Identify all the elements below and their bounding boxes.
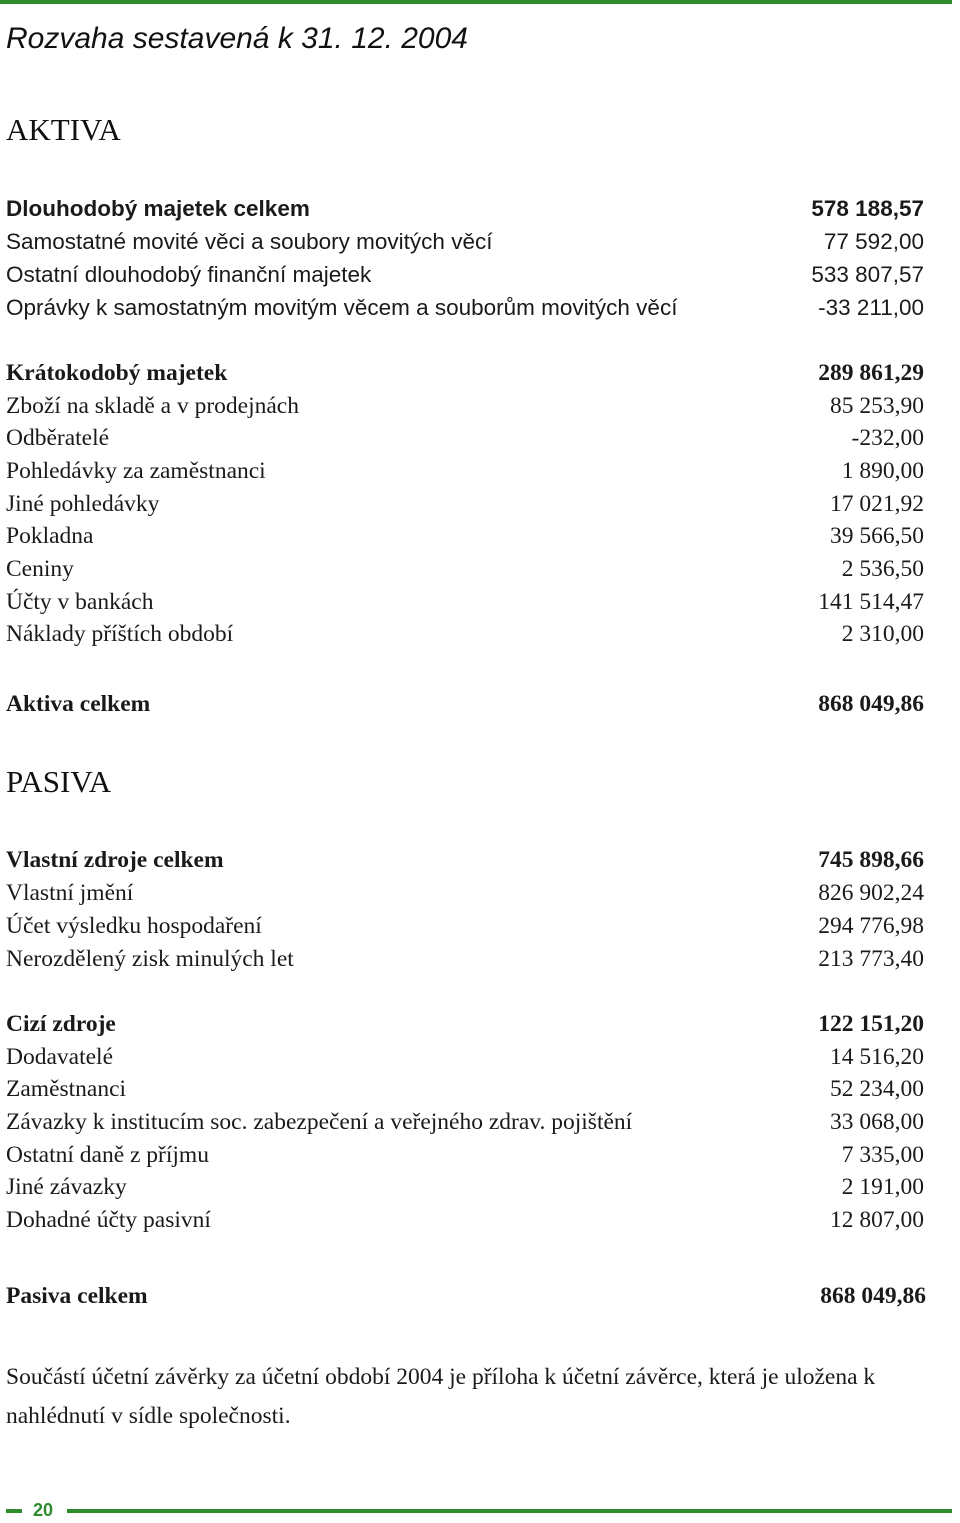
row-value: -232,00 [851, 425, 924, 451]
row-label: Závazky k institucím soc. zabezpečení a veřejného zdrav. pojištění [6, 1109, 633, 1135]
top-divider [0, 0, 952, 4]
table-row [6, 1109, 924, 1141]
row-value: 52 234,00 [830, 1076, 924, 1102]
row-value: 14 516,20 [830, 1044, 924, 1070]
row-label: Pasiva celkem [6, 1283, 148, 1309]
table-row [6, 1174, 924, 1206]
table-row [6, 393, 924, 425]
row-label: Ostatní dlouhodobý finanční majetek [6, 262, 372, 287]
row-value: 294 776,98 [818, 913, 924, 939]
row-label: Samostatné movité věci a soubory movitých věcí [6, 229, 493, 254]
table-row [6, 295, 924, 327]
row-label: Nerozdělený zisk minulých let [6, 946, 294, 972]
row-label: Cizí zdroje [6, 1011, 116, 1037]
row-value: 2 536,50 [841, 556, 924, 582]
row-value: 7 335,00 [841, 1142, 924, 1168]
table-row [6, 1044, 924, 1076]
row-label: Vlastní zdroje celkem [6, 847, 224, 873]
row-value: 39 566,50 [830, 523, 924, 549]
footer-divider-right [67, 1509, 952, 1513]
table-row [6, 523, 924, 555]
table-row [6, 1142, 924, 1174]
aktiva-heading: AKTIVA [6, 112, 121, 147]
row-value: 1 890,00 [841, 458, 924, 484]
row-label: Jiné závazky [6, 1174, 127, 1200]
row-value: 141 514,47 [818, 589, 924, 615]
row-value: 213 773,40 [818, 946, 924, 972]
long-term-assets-total-row [6, 196, 924, 228]
page-title: Rozvaha sestavená k 31. 12. 2004 [6, 22, 468, 55]
page-number: 20 [33, 1500, 54, 1520]
equity-total-row [6, 847, 924, 879]
row-label: Jiné pohledávky [6, 491, 160, 517]
liabilities-grand-total-row [6, 1283, 926, 1315]
row-label: Vlastní jmění [6, 880, 134, 906]
row-value: 578 188,57 [811, 196, 924, 221]
row-value: 745 898,66 [818, 847, 924, 873]
footer-divider-left [6, 1509, 22, 1513]
row-value: 77 592,00 [823, 229, 924, 254]
row-label: Oprávky k samostatným movitým věcem a souborům movitých věcí [6, 295, 678, 320]
row-value: 2 191,00 [841, 1174, 924, 1200]
table-row [6, 229, 924, 261]
footnote-text: Součástí účetní závěrky za účetní období 2004 je příloha k účetní závěrce, která je uložena k nahlédnutí v sídle společnosti. [6, 1364, 876, 1429]
row-label: Pohledávky za zaměstnanci [6, 458, 266, 484]
row-value: 289 861,29 [818, 360, 924, 386]
row-value: -33 211,00 [818, 295, 924, 320]
row-value: 17 021,92 [830, 491, 924, 517]
pasiva-heading: PASIVA [6, 764, 112, 799]
row-label: Dohadné účty pasivní [6, 1207, 211, 1233]
row-value: 12 807,00 [830, 1207, 924, 1233]
table-row [6, 262, 924, 294]
row-value: 2 310,00 [841, 621, 924, 647]
row-label: Aktiva celkem [6, 691, 151, 717]
row-label: Ostatní daně z příjmu [6, 1142, 209, 1168]
table-row [6, 880, 924, 912]
row-label: Účet výsledku hospodaření [6, 913, 262, 939]
row-label: Dodavatelé [6, 1044, 114, 1070]
row-value: 85 253,90 [830, 393, 924, 419]
row-label: Pokladna [6, 523, 94, 549]
table-row [6, 589, 924, 621]
row-value: 533 807,57 [811, 262, 924, 287]
row-label: Náklady příštích období [6, 621, 234, 647]
liabilities-total-row [6, 1011, 924, 1043]
table-row [6, 556, 924, 588]
row-label: Dlouhodobý majetek celkem [6, 196, 310, 221]
short-term-assets-total-row [6, 360, 924, 392]
table-row [6, 1076, 924, 1108]
row-label: Zboží na skladě a v prodejnách [6, 393, 299, 419]
row-value: 122 151,20 [818, 1011, 924, 1037]
row-label: Účty v bankách [6, 589, 154, 615]
table-row [6, 621, 924, 653]
row-label: Ceniny [6, 556, 74, 582]
table-row [6, 425, 924, 457]
row-label: Zaměstnanci [6, 1076, 127, 1102]
table-row [6, 458, 924, 490]
assets-grand-total-row [6, 691, 924, 723]
row-label: Krátokodobý majetek [6, 360, 228, 386]
table-row [6, 913, 924, 945]
table-row [6, 491, 924, 523]
row-value: 33 068,00 [830, 1109, 924, 1135]
row-label: Odběratelé [6, 425, 110, 451]
row-value: 826 902,24 [818, 880, 924, 906]
table-row [6, 946, 924, 978]
table-row [6, 1207, 924, 1239]
row-value: 868 049,86 [818, 691, 924, 717]
row-value: 868 049,86 [820, 1283, 926, 1309]
